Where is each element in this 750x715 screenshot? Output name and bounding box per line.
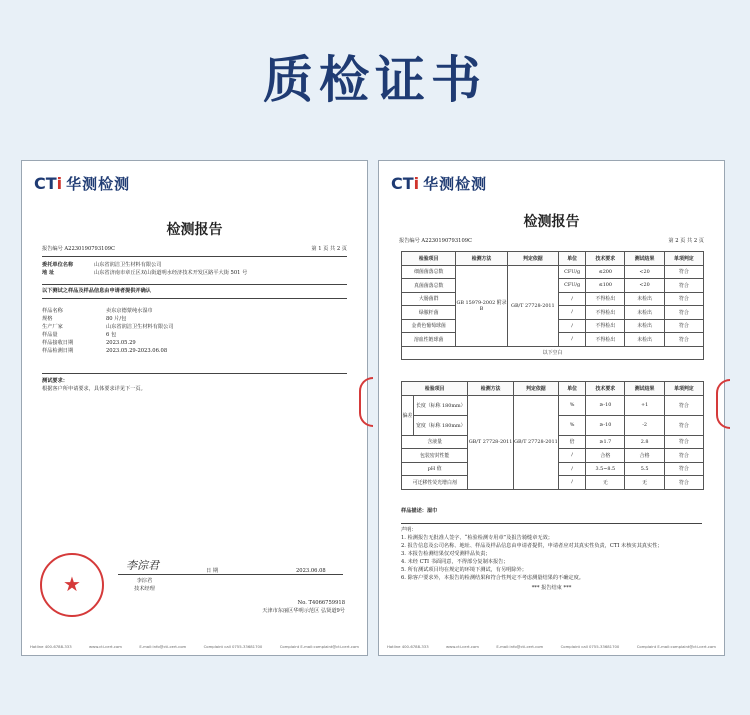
signature-line [118, 574, 343, 575]
report-number: 报告编号 A2230190793109C [42, 246, 116, 252]
table-row: 溶血性链球菌 / 不得检出 未检出 符合 [402, 333, 704, 347]
sample-row: 规格 80 片/包 [42, 316, 127, 322]
table-row: 含液量 倍 ≥1.7 2.8 符合 [402, 435, 704, 449]
cti-logo: CTi 华测检测 [34, 174, 131, 193]
report-title: 检测报告 [523, 214, 580, 230]
table-row: 细菌菌落总数 GB 15979-2002 附录 B GB/T 27728-2011 CFU/g ≤200 <20 符合 [402, 265, 704, 279]
official-seal [40, 553, 104, 617]
report-date: 2023.06.08 [296, 568, 326, 574]
page-footer: Hotline 400-6788-333 www.cti-cert.com E-mail:info@cti-cert.com Complaint call 0755-33681700 Complaint E-mail:complaint@cti-cert.com [30, 644, 359, 649]
table-header-row: 检验项目 检测方法 判定依据 单位 技术要求 测试结果 单项判定 [402, 382, 704, 396]
report-number: 报告编号 A2230190793109C [399, 238, 473, 244]
star-icon: ★ [63, 572, 81, 596]
report-code-block: No. T4066759918 天津市东丽区华明示范区 弘贤道9号 [262, 600, 345, 614]
microbial-table [401, 251, 704, 360]
approver-signature: 李淙君 [126, 559, 159, 572]
table-row: 金黄色葡萄球菌 / 不得检出 未检出 符合 [402, 319, 704, 333]
sample-info [42, 307, 347, 355]
approver: 李淙君 技术经理 [134, 578, 155, 592]
sample-notice: 以下测试之样品及样品信息由申请者提供并确认 [42, 288, 151, 294]
table-row: 偏差 长度（标称 180mm） GB/T 27728-2011 GB/T 27728-2011 % ≥-10 +1 符合 [402, 395, 704, 415]
divider [42, 256, 347, 257]
page-footer: Hotline 400-6788-333 www.cti-cert.com E-mail:info@cti-cert.com Complaint call 0755-33681700 Complaint E-mail:complaint@cti-cert.com [387, 644, 716, 649]
sample-row: 生产厂家 山东省润洁卫生材料有限公司 [42, 324, 174, 330]
divider [42, 298, 347, 299]
table-row: 宽度（标称 180mm） % ≥-10 -2 符合 [402, 415, 704, 435]
cti-logo: CTi 华测检测 [391, 174, 488, 193]
test-requirement: 测试要求： 根据客户所申请要求，具体要求详见下一页。 [42, 378, 146, 392]
seam-seal [359, 377, 373, 427]
sample-row: 样品接收日期 2023.05.29 [42, 340, 136, 346]
sample-row: 样品检测日期 2023.05.29-2023.06.08 [42, 348, 168, 354]
statement-item: 6. 除客户要求外，本报告的检测结果和符合性判定不考虑测量结果的不确定度。 [401, 575, 584, 581]
table-row: 大肠菌群 / 不得检出 未检出 符合 [402, 292, 704, 306]
end-note: *** 报告结束 *** [531, 585, 572, 591]
report-meta [399, 237, 704, 245]
sample-description: 样品描述：湿巾 [401, 508, 438, 514]
statement-item: 1. 检测报告无批准人签字、“检验检测专用章”及报告骑缝章无效； [401, 535, 553, 541]
report-page-2 [378, 160, 725, 656]
date-label: 日 期 [206, 568, 219, 574]
table-row: 绿脓杆菌 / 不得检出 未检出 符合 [402, 306, 704, 320]
page-title: 质检证书 [263, 51, 487, 109]
physical-table [401, 381, 704, 490]
report-title: 检测报告 [166, 222, 223, 238]
divider [42, 284, 347, 285]
report-statements: 样品描述：湿巾 声明： 1. 检测报告无批准人签字、“检验检测专用章”及报告骑缝章无效； 2. 报告信息及公司名称、地址、样品及样品信息由申请者提供，申请者应对其真实性负责，CTI 未核实其真实性； 3. 本报告检测结果仅对受测样品负责； 4. 未经 CTI 书面同意，不得部分复制本报告； 5. 所有测试项目均在规定的环境下测试，有另明除外； 6. 除客户要求外，本报告的检测结果和符合性判定不考虑测量结果的不确定度。 *** 报告结束 *** [401, 507, 702, 592]
client-info: 委托单位名称 山东省润洁卫生材料有限公司 地 址 山东省济南市章丘区双山街道明水经济技术开发区路平大街 501 号 [42, 262, 248, 276]
divider [42, 373, 347, 374]
page-number: 第 1 页 共 2 页 [311, 246, 347, 252]
sample-row: 样品名称 卖东京德蒙纯水湿巾 [42, 308, 153, 314]
statement-item: 4. 未经 CTI 书面同意，不得部分复制本报告； [401, 559, 509, 565]
table-row: 包装密封性能 / 合格 合格 符合 [402, 449, 704, 463]
sample-row: 样品量 6 包 [42, 332, 117, 338]
table-header-row: 检验项目 检测方法 判定依据 单位 技术要求 测试结果 单项判定 [402, 252, 704, 266]
page-number: 第 2 页 共 2 页 [668, 238, 704, 244]
table-row: pH 值 / 3.5~8.5 5.5 符合 [402, 462, 704, 476]
seam-seal [716, 379, 730, 429]
table-row: 可迁移性荧光增白剂 / 无 无 符合 [402, 476, 704, 490]
table-row: 以下空白 [402, 346, 704, 360]
report-meta [42, 245, 347, 253]
table-row: 真菌菌落总数 CFU/g ≤100 <20 符合 [402, 279, 704, 293]
statement-item: 5. 所有测试项目均在规定的环境下测试，有另明除外； [401, 567, 527, 573]
statement-item: 2. 报告信息及公司名称、地址、样品及样品信息由申请者提供，申请者应对其真实性负责，CTI 未核实其真实性； [401, 543, 663, 549]
statement-item: 3. 本报告检测结果仅对受测样品负责； [401, 551, 491, 557]
report-page-1 [21, 160, 368, 656]
